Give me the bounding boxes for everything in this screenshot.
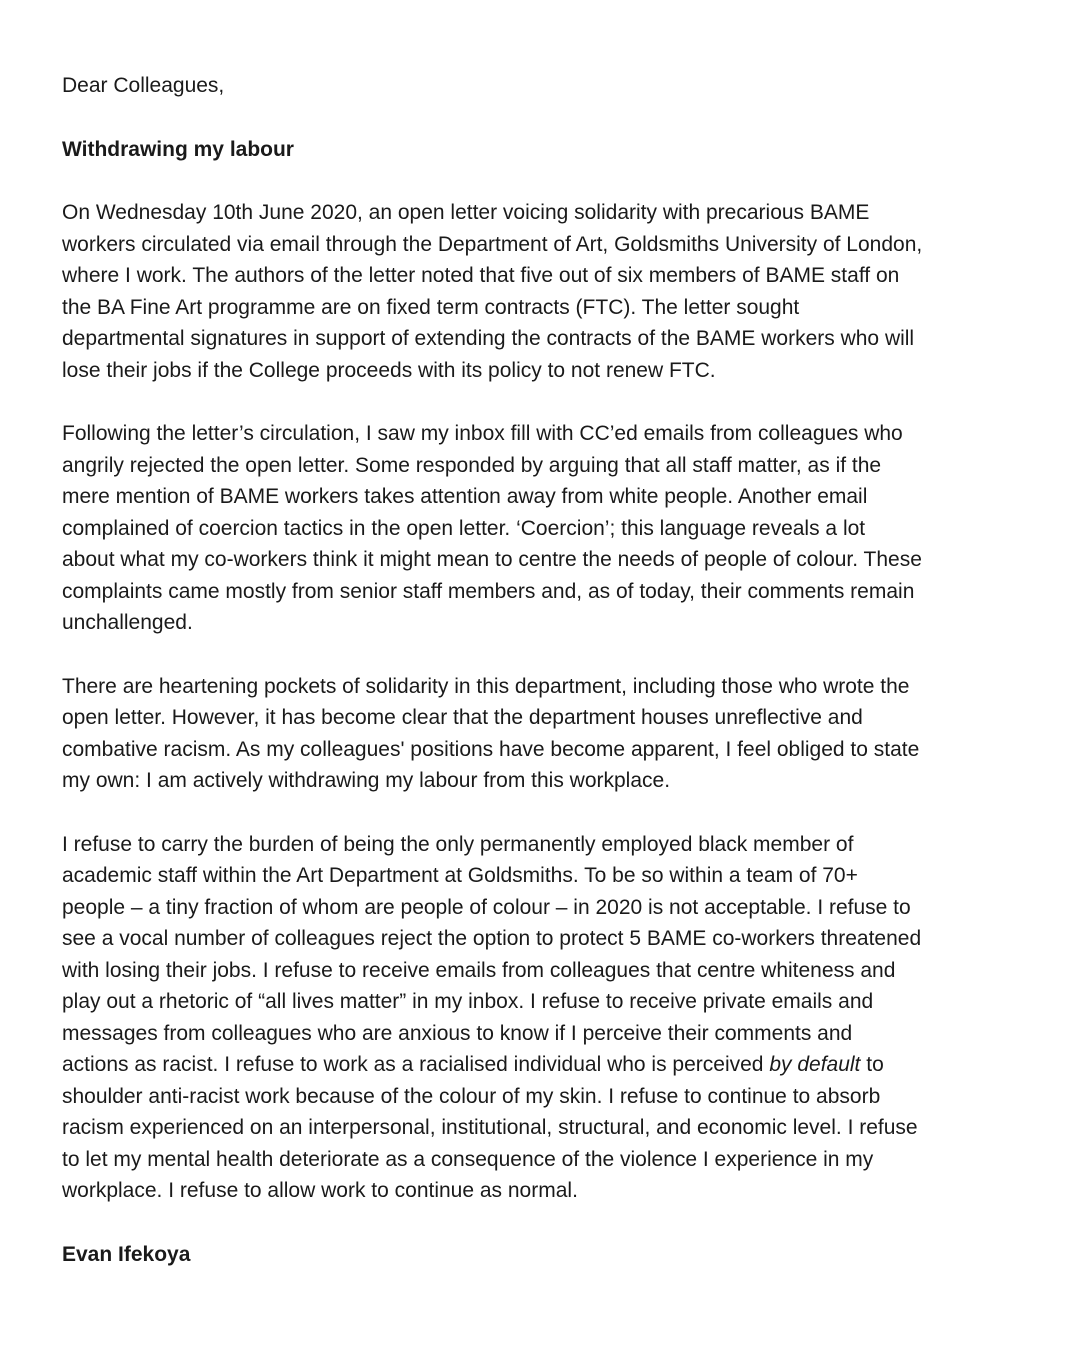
text-line: my own: I am actively withdrawing my labour from this workplace. <box>62 769 671 792</box>
text-line: complaints came mostly from senior staff members and, as of today, their comments remain <box>62 579 915 603</box>
text-line: where I work. The authors of the letter noted that five out of six members of BAME staff on <box>62 264 900 287</box>
text-line: Following the letter’s circulation, I saw my inbox fill with CC’ed emails from colleagues who <box>62 422 903 445</box>
text-line-with-emphasis: actions as racist. I refuse to work as a racialised individual who is perceived by default to <box>62 1053 884 1076</box>
text-line: messages from colleagues who are anxious to know if I perceive their comments and <box>62 1021 853 1045</box>
signature: Evan Ifekoya <box>62 1242 191 1266</box>
text-line: see a vocal number of colleagues reject the option to protect 5 BAME co-workers threatened <box>62 927 922 950</box>
text-line: There are heartening pockets of solidarity in this department, including those who wrote the <box>62 674 910 698</box>
letter-document <box>62 70 1012 1302</box>
emphasis-by-default: by default <box>769 1053 861 1076</box>
text-line: unchallenged. <box>62 611 193 634</box>
text-line: workplace. I refuse to allow work to continue as normal. <box>62 1179 578 1202</box>
text-line: racism experienced on an interpersonal, institutional, structural, and economic level. I refuse <box>62 1116 918 1139</box>
text-line: with losing their jobs. I refuse to receive emails from colleagues that centre whiteness and <box>62 958 896 982</box>
text-line: shoulder anti-racist work because of the colour of my skin. I refuse to continue to absorb <box>62 1084 881 1108</box>
text-line: the BA Fine Art programme are on fixed term contracts (FTC). The letter sought <box>62 295 800 319</box>
text-line: about what my co-workers think it might mean to centre the needs of people of colour. These <box>62 548 922 571</box>
text-line: On Wednesday 10th June 2020, an open letter voicing solidarity with precarious BAME <box>62 201 870 224</box>
paragraph-refusals <box>62 829 1012 1207</box>
text-line: mere mention of BAME workers takes attention away from white people. Another email <box>62 485 868 508</box>
text-line: angrily rejected the open letter. Some responded by arguing that all staff matter, as if the <box>62 453 882 477</box>
text-line: play out a rhetoric of “all lives matter” in my inbox. I refuse to receive private emails and <box>62 990 874 1013</box>
paragraph-open-letter <box>62 197 1012 386</box>
paragraph-solidarity <box>62 671 1012 797</box>
text-line: departmental signatures in support of extending the contracts of the BAME workers who will <box>62 327 915 350</box>
text-line: workers circulated via email through the Department of Art, Goldsmiths University of London, <box>62 232 923 256</box>
text-line: to let my mental health deteriorate as a consequence of the violence I experience in my <box>62 1147 874 1171</box>
text-line: open letter. However, it has become clear that the department houses unreflective and <box>62 706 863 729</box>
paragraph-responses <box>62 418 1012 639</box>
text-line: combative racism. As my colleagues' positions have become apparent, I feel obliged to state <box>62 737 920 761</box>
letter-heading: Withdrawing my labour <box>62 137 294 161</box>
text-line: lose their jobs if the College proceeds with its policy to not renew FTC. <box>62 358 716 382</box>
text-line: academic staff within the Art Department at Goldsmiths. To be so within a team of 70+ <box>62 864 858 887</box>
text-line: people – a tiny fraction of whom are people of colour – in 2020 is not acceptable. I refuse to <box>62 895 911 919</box>
salutation: Dear Colleagues, <box>62 74 225 97</box>
text-line: complained of coercion tactics in the open letter. ‘Coercion’; this language reveals a lot <box>62 516 866 540</box>
text-line: I refuse to carry the burden of being the only permanently employed black member of <box>62 832 854 856</box>
